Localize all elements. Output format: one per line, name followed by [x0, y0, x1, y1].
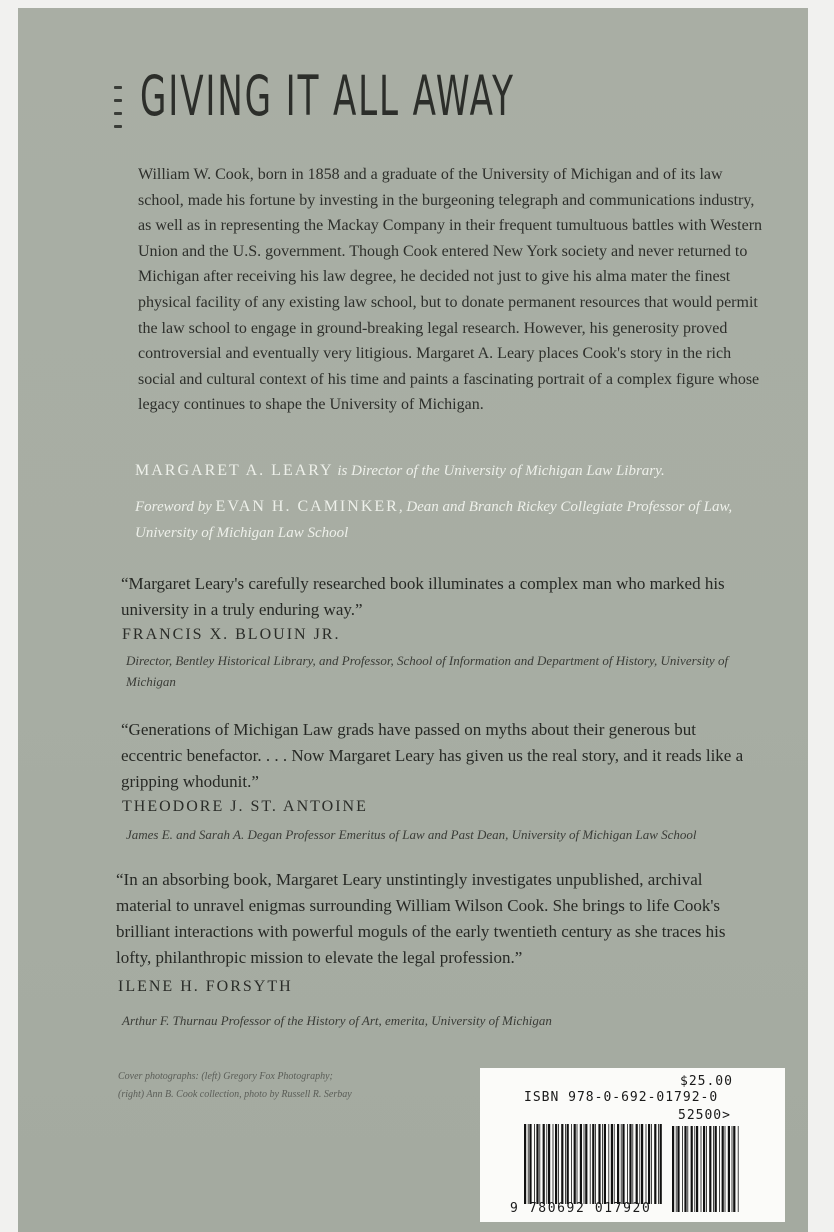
endorsement-quote: “In an absorbing book, Margaret Leary unstintingly investigates unpublished, archival material to unravel enigmas surrounding William Wilson Cook. She brings to life Cook's brilliant interactions with powerful moguls of the early twentieth century as she traces his lofty, philanthropic mission to elevate the legal profession.” — [116, 870, 726, 967]
back-cover — [18, 8, 808, 1232]
foreword-bio — [135, 494, 795, 546]
addon-barcode-icon — [672, 1126, 740, 1212]
isbn-label: ISBN 978-0-692-01792-0 — [524, 1090, 719, 1105]
endorsement-affiliation: James E. and Sarah A. Degan Professor Emeritus of Law and Past Dean, University of Michigan Law School — [126, 827, 697, 842]
endorsement-affiliation: Director, Bentley Historical Library, and Professor, School of Information and Department of History, University of Michigan — [126, 653, 729, 689]
foreword-author-name: EVAN H. CAMINKER — [215, 498, 399, 515]
price-label: $25.00 — [680, 1074, 733, 1089]
ean-digits: 9 780692 017920 — [510, 1201, 652, 1216]
book-title: GIVING IT ALL AWAY — [140, 64, 515, 128]
endorsement-name: FRANCIS X. BLOUIN JR. — [122, 626, 341, 643]
endorsement-name: THEODORE J. ST. ANTOINE — [122, 798, 368, 815]
title-tick-marks — [114, 86, 124, 128]
author-bio — [135, 458, 795, 484]
price-addon-code: 52500> — [678, 1108, 731, 1123]
endorsement-affiliation: Arthur F. Thurnau Professor of the History of Art, emerita, University of Michigan — [122, 1013, 552, 1028]
endorsement-name: ILENE H. FORSYTH — [118, 978, 293, 995]
foreword-label: Foreword by — [135, 499, 216, 515]
ean-barcode-icon — [524, 1124, 664, 1204]
author-role: is Director of the University of Michigan Law Library. — [333, 463, 665, 479]
photo-credit-line: (right) Ann B. Cook collection, photo by Russell R. Serbay — [118, 1089, 352, 1100]
photo-credits — [118, 1068, 478, 1104]
endorsement-quote: “Margaret Leary's carefully researched book illuminates a complex man who marked his university in a truly enduring way.” — [121, 574, 725, 619]
photo-credit-line: Cover photographs: (left) Gregory Fox Photography; — [118, 1071, 333, 1082]
author-name: MARGARET A. LEARY — [135, 462, 334, 479]
endorsement-quote: “Generations of Michigan Law grads have passed on myths about their generous but eccentric benefactor. . . . Now Margaret Leary has given us the real story, and it reads like a gripping whodunit.” — [121, 720, 744, 791]
foreword-author-role: , Dean and Branch Rickey Collegiate Professor of Law, University of Michigan Law School — [135, 499, 733, 541]
book-description: William W. Cook, born in 1858 and a graduate of the University of Michigan and of its law school, made his fortune by investing in the burgeoning telegraph and communications industry, as well as in representing the Mackay Company in their frequent tumultuous battles with Western Union and the U.S. government. Though Cook entered New York society and never returned to Michigan after receiving his law degree, he decided not just to give his alma mater the finest physical facility of any existing law school, but to donate permanent resources that would permit the law school to engage in ground-breaking legal research. However, his generosity proved controversial and eventually very litigious. Margaret A. Leary places Cook's story in the rich social and cultural context of his time and paints a fascinating portrait of a complex figure whose legacy continues to shape the University of Michigan. — [138, 166, 763, 414]
barcode-label — [480, 1068, 785, 1222]
